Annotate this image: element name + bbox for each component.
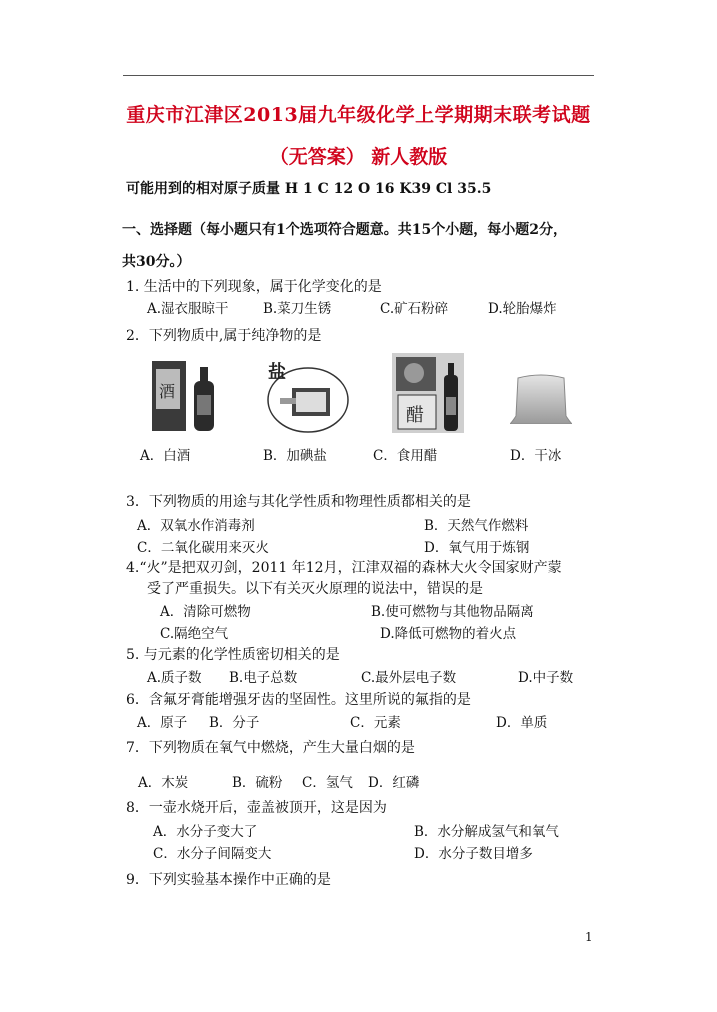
question-5-option-a: A.质子数 — [147, 670, 202, 686]
question-7-option-d: D．红磷 — [368, 775, 420, 791]
question-2-stem: 2．下列物质中,属于纯净物的是 — [126, 328, 322, 344]
page-number: 1 — [585, 930, 593, 944]
question-7-option-b: B．硫粉 — [232, 775, 283, 791]
section-heading: 一、选择题（每小题只有1个选项符合题意。共15个小题，每小题2分， — [122, 222, 567, 238]
question-2-option-c: C．食用醋 — [373, 448, 438, 464]
question-1-option-b: B.菜刀生锈 — [263, 301, 332, 317]
question-6-option-c: C．元素 — [350, 715, 401, 731]
question-5-option-d: D.中子数 — [518, 670, 574, 686]
question-3-stem: 3．下列物质的用途与其化学性质和物理性质都相关的是 — [126, 494, 471, 510]
question-7-stem: 7．下列物质在氧气中燃烧，产生大量白烟的是 — [126, 740, 415, 756]
question-4-stem: 4.“火”是把双刃剑，2011 年12月，江津双福的森林大火令国家财产蒙 — [126, 560, 562, 576]
question-8-option-c: C．水分子间隔变大 — [153, 846, 272, 862]
question-3-option-a: A．双氧水作消毒剂 — [137, 518, 255, 534]
question-9-stem: 9．下列实验基本操作中正确的是 — [126, 872, 331, 888]
page-title: 重庆市江津区2013届九年级化学上学期期末联考试题 — [126, 104, 591, 126]
iodized-salt-image — [262, 358, 352, 434]
question-5-option-c: C.最外层电子数 — [361, 670, 457, 686]
question-7-option-c: C．氢气 — [302, 775, 353, 791]
bottle-label: 酒 — [159, 382, 176, 401]
question-2-option-d: D．干冰 — [510, 448, 562, 464]
dry-ice-image — [510, 372, 572, 424]
question-7-option-a: A．木炭 — [138, 775, 189, 791]
question-1-option-c: C.矿石粉碎 — [380, 301, 449, 317]
question-2-option-b: B．加碘盐 — [263, 448, 327, 464]
question-4-option-b: B.使可燃物与其他物品隔离 — [371, 604, 534, 620]
liquor-bottle-image — [150, 355, 216, 433]
question-3-option-d: D．氧气用于炼钢 — [424, 540, 530, 556]
question-2-option-a: A．白酒 — [140, 448, 191, 464]
question-6-option-d: D．单质 — [496, 715, 548, 731]
section-heading-cont: 共30分。） — [122, 254, 191, 270]
question-8-stem: 8．一壶水烧开后，壶盖被顶开，这是因为 — [126, 800, 387, 816]
vinegar-image — [392, 353, 464, 433]
header-rule — [123, 75, 594, 76]
question-3-option-b: B．天然气作燃料 — [424, 518, 529, 534]
question-5-option-b: B.电子总数 — [229, 670, 298, 686]
question-1-stem: 1. 生活中的下列现象，属于化学变化的是 — [126, 279, 382, 295]
question-6-stem: 6．含氟牙膏能增强牙齿的坚固性。这里所说的氟指的是 — [126, 692, 471, 708]
question-1-option-a: A.湿衣服晾干 — [147, 301, 229, 317]
question-1-option-d: D.轮胎爆炸 — [488, 301, 557, 317]
question-8-option-b: B．水分解成氢气和氧气 — [414, 824, 559, 840]
question-4-option-a: A．清除可燃物 — [160, 604, 251, 620]
salt-label: 盐 — [268, 362, 286, 383]
question-6-option-b: B．分子 — [209, 715, 260, 731]
question-8-option-a: A．水分子变大了 — [153, 824, 258, 840]
question-4-stem-cont: 受了严重损失。以下有关灭火原理的说法中，错误的是 — [147, 581, 483, 597]
vinegar-label: 醋 — [406, 405, 424, 426]
question-4-option-c: C.隔绝空气 — [160, 626, 229, 642]
question-4-option-d: D.降低可燃物的着火点 — [380, 626, 517, 642]
question-6-option-a: A．原子 — [137, 715, 188, 731]
page-subtitle: （无答案） 新人教版 — [269, 146, 448, 168]
question-8-option-d: D．水分子数目增多 — [414, 846, 533, 862]
atomic-masses: 可能用到的相对原子质量 H 1 C 12 O 16 K39 Cl 35.5 — [126, 181, 492, 197]
question-5-stem: 5. 与元素的化学性质密切相关的是 — [126, 647, 340, 663]
question-3-option-c: C．二氧化碳用来灭火 — [137, 540, 269, 556]
